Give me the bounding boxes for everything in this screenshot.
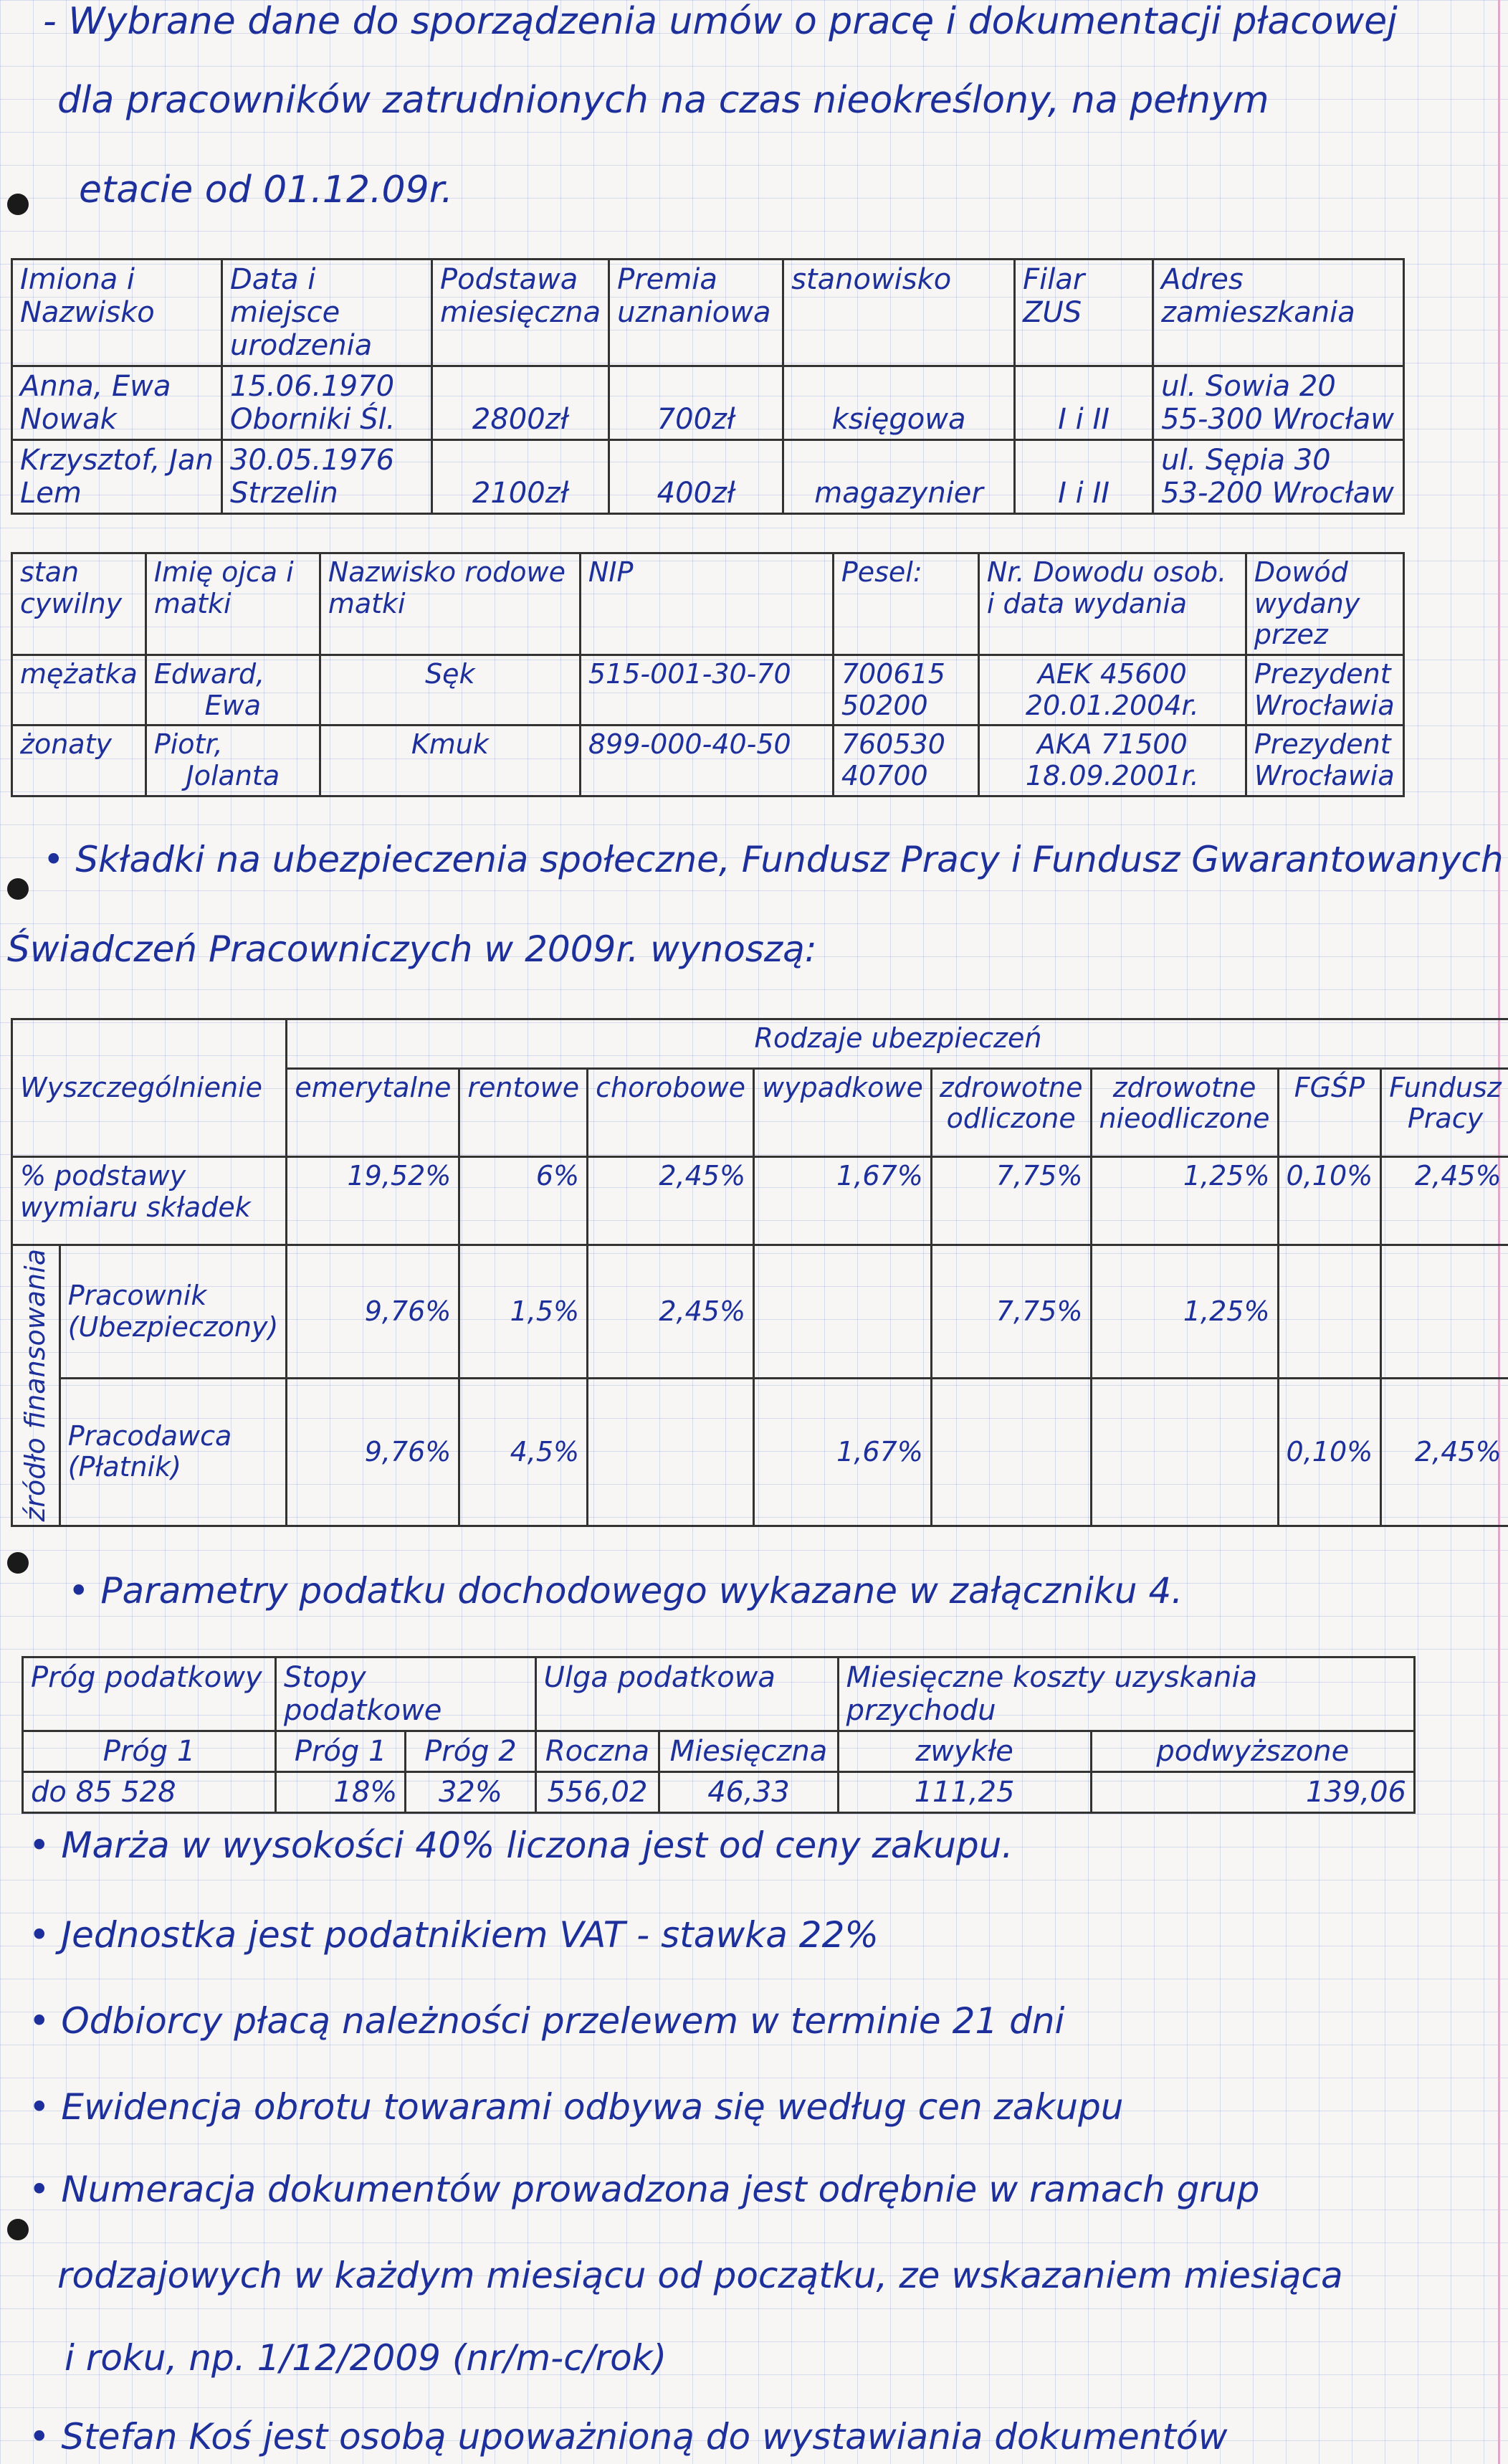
birth-date: 30.05.1976 <box>230 444 395 477</box>
cell-name <box>12 366 222 440</box>
cell-rate-2: 32% <box>406 1772 535 1813</box>
employee-cell: 2,45% <box>588 1245 754 1378</box>
subheader-annual: Roczna <box>535 1731 659 1772</box>
rate-cell: 6% <box>459 1157 588 1245</box>
col-header-address: Adres zamieszkania <box>1153 260 1404 366</box>
bullet: - <box>43 0 69 43</box>
cell-normal: 111,25 <box>838 1772 1091 1813</box>
employee-cell <box>754 1245 932 1378</box>
employee-cell: 7,75% <box>931 1245 1091 1378</box>
note-numbering <box>29 2169 1259 2210</box>
cell-nip: 899-000-40-50 <box>580 726 833 796</box>
cell-position: magazynier <box>783 440 1015 514</box>
insurance-title-text: Składki na ubezpieczenia społeczne, Fundusz Pracy i Fundusz Gwarantowanych <box>75 839 1504 880</box>
employer-cell <box>588 1378 754 1526</box>
cell-base: 2800zł <box>432 366 609 440</box>
employer-cell: 9,76% <box>287 1378 459 1526</box>
id-number: AEK 45600 <box>1037 658 1187 690</box>
col-header-birth: Data i miejsce urodzenia <box>222 260 432 366</box>
rate-cell: 1,25% <box>1091 1157 1278 1245</box>
note-text: Marża w wysokości 40% liczona jest od ceny zakupu. <box>61 1825 1013 1866</box>
source-label-cell <box>12 1245 60 1526</box>
table-header-row <box>12 1019 1508 1069</box>
note-text: Ewidencja obrotu towarami odbywa się według cen zakupu <box>61 2086 1124 2128</box>
cell-pesel <box>833 655 978 726</box>
id-date: 18.09.2001r. <box>1025 760 1199 792</box>
cell-nip: 515-001-30-70 <box>580 655 833 726</box>
col-header-pillar: Filar ZUS <box>1015 260 1153 366</box>
col-header-relief: Ulga podatkowa <box>535 1657 838 1731</box>
col-header-disability: rentowe <box>459 1068 588 1156</box>
subheader-threshold: Próg 1 <box>23 1731 276 1772</box>
employer-cell: 1,67% <box>754 1378 932 1526</box>
spec-header: Wyszczególnienie <box>12 1019 287 1157</box>
table-row <box>12 440 1404 514</box>
col-header-base: Podstawa miesięczna <box>432 260 609 366</box>
table-row-rates <box>12 1157 1508 1245</box>
table-row <box>12 366 1404 440</box>
cell-name <box>12 440 222 514</box>
col-header-maiden-name: Nazwisko rodowe matki <box>320 553 580 655</box>
col-header-pension: emerytalne <box>287 1068 459 1156</box>
binder-hole <box>7 1552 29 1574</box>
issuer-city: Wrocławia <box>1254 760 1395 792</box>
issuer-city: Wrocławia <box>1254 689 1395 721</box>
source-label: źródło finansowania <box>19 1249 51 1522</box>
table-row <box>12 655 1404 726</box>
rate-cell: 19,52% <box>287 1157 459 1245</box>
employee-cell <box>1278 1245 1381 1378</box>
cell-id-number <box>978 655 1246 726</box>
bullet: • <box>68 1570 101 1612</box>
col-header-health-nondeducted: zdrowotne nieodliczone <box>1091 1068 1278 1156</box>
intro-text-1: Wybrane dane do sporządzenia umów o pracę i dokumentacji płacowej <box>68 0 1398 43</box>
col-header-status: stan cywilny <box>12 553 146 655</box>
intro-line-1 <box>43 0 1398 43</box>
cell-threshold: do 85 528 <box>23 1772 276 1813</box>
pesel-part-1: 760530 <box>841 728 945 761</box>
cell-address <box>1153 366 1404 440</box>
cell-address <box>1153 440 1404 514</box>
binder-hole <box>7 194 29 215</box>
note-text: Jednostka jest podatnikiem VAT - stawka 22% <box>61 1914 879 1956</box>
employer-cell <box>931 1378 1091 1526</box>
cell-position: księgowa <box>783 366 1015 440</box>
table-header-row <box>23 1657 1415 1731</box>
table-row-employee <box>12 1245 1508 1378</box>
table-row <box>12 726 1404 796</box>
col-header-parents: Imię ojca i matki <box>145 553 320 655</box>
col-header-fgsp: FGŚP <box>1278 1068 1381 1156</box>
rate-label: % podstawy wymiaru składek <box>12 1157 287 1245</box>
cell-base: 2100zł <box>432 440 609 514</box>
rate-cell: 0,10% <box>1278 1157 1381 1245</box>
col-header-nip: NIP <box>580 553 833 655</box>
employer-cell: 4,5% <box>459 1378 588 1526</box>
cell-pillar: I i II <box>1015 440 1153 514</box>
bullet: • <box>29 2169 62 2210</box>
cell-parents <box>145 726 320 796</box>
first-names: Anna, Ewa <box>20 370 171 403</box>
personal-data-table <box>11 552 1405 797</box>
street: ul. Sępia 30 <box>1161 444 1331 477</box>
group-header: Rodzaje ubezpieczeń <box>287 1019 1508 1069</box>
mother-name: Jolanta <box>186 760 280 792</box>
employee-label: Pracownik (Ubezpieczony) <box>59 1245 287 1378</box>
id-number: AKA 71500 <box>1036 728 1188 761</box>
bullet: • <box>29 1914 62 1956</box>
pesel-part-1: 700615 <box>841 658 945 690</box>
col-header-id-issuer: Dowód wydany przez <box>1246 553 1403 655</box>
bullet: • <box>29 2086 62 2128</box>
col-header-id-number: Nr. Dowodu osob. i data wydania <box>978 553 1246 655</box>
employee-cell: 9,76% <box>287 1245 459 1378</box>
bullet: • <box>43 839 76 880</box>
col-header-bonus: Premia uznaniowa <box>609 260 783 366</box>
note-payment <box>29 2000 1064 2042</box>
note-inventory <box>29 2086 1124 2128</box>
intro-line-2: dla pracowników zatrudnionych na czas nieokreślony, na pełnym <box>57 79 1269 122</box>
subheader-rate-2: Próg 2 <box>406 1731 535 1772</box>
binder-hole <box>7 2219 29 2240</box>
subheader-monthly: Miesięczna <box>659 1731 838 1772</box>
rate-cell: 2,45% <box>588 1157 754 1245</box>
cell-pesel <box>833 726 978 796</box>
insurance-rates-table <box>11 1018 1508 1527</box>
col-header-labour-fund: Fundusz Pracy <box>1381 1068 1508 1156</box>
birth-place: Oborniki Śl. <box>230 403 396 436</box>
issuer-title: Prezydent <box>1254 658 1391 690</box>
col-header-sickness: chorobowe <box>588 1068 754 1156</box>
col-header-name: Imiona i Nazwisko <box>12 260 222 366</box>
cell-monthly: 46,33 <box>659 1772 838 1813</box>
tax-title-text: Parametry podatku dochodowego wykazane w załączniku 4. <box>100 1570 1183 1612</box>
employer-cell <box>1091 1378 1278 1526</box>
table-header-row <box>12 260 1404 366</box>
employee-cell <box>1381 1245 1508 1378</box>
note-margin <box>29 1825 1013 1866</box>
cell-status: żonaty <box>12 726 146 796</box>
col-header-health-deducted: zdrowotne odliczone <box>931 1068 1091 1156</box>
intro-line-3: etacie od 01.12.09r. <box>79 168 453 211</box>
id-date: 20.01.2004r. <box>1025 689 1199 721</box>
col-header-pesel: Pesel: <box>833 553 978 655</box>
col-header-accident: wypadkowe <box>754 1068 932 1156</box>
cell-id-issuer <box>1246 726 1403 796</box>
note-numbering-cont-1: rodzajowych w każdym miesiącu od początku, ze wskazaniem miesiąca <box>57 2255 1343 2296</box>
tax-title <box>68 1570 1183 1612</box>
note-vat <box>29 1914 879 1956</box>
rate-cell: 7,75% <box>931 1157 1091 1245</box>
cell-birth <box>222 440 432 514</box>
note-numbering-cont-2: i roku, np. 1/12/2009 (nr/m-c/rok) <box>65 2337 667 2379</box>
employee-cell: 1,25% <box>1091 1245 1278 1378</box>
employer-label: Pracodawca (Płatnik) <box>59 1378 287 1526</box>
surname: Nowak <box>20 403 117 436</box>
first-names: Krzysztof, Jan <box>20 444 214 477</box>
bullet: • <box>29 2416 62 2458</box>
issuer-title: Prezydent <box>1254 728 1391 761</box>
col-header-threshold: Próg podatkowy <box>23 1657 276 1731</box>
table-subheader-row <box>23 1731 1415 1772</box>
binder-hole <box>7 878 29 900</box>
birth-date: 15.06.1970 <box>230 370 395 403</box>
bullet: • <box>29 2000 62 2042</box>
employer-cell: 2,45% <box>1381 1378 1508 1526</box>
table-row-employer <box>12 1378 1508 1526</box>
father-name: Piotr, <box>153 728 223 761</box>
city: 53-200 Wrocław <box>1161 477 1394 510</box>
note-text: Numeracja dokumentów prowadzona jest odrębnie w ramach grup <box>61 2169 1260 2210</box>
street: ul. Sowia 20 <box>1161 370 1336 403</box>
note-signatory <box>29 2416 1228 2458</box>
employee-cell: 1,5% <box>459 1245 588 1378</box>
mother-name: Ewa <box>204 689 262 721</box>
city: 55-300 Wrocław <box>1161 403 1394 436</box>
subheader-increased: podwyższone <box>1091 1731 1414 1772</box>
cell-bonus: 400zł <box>609 440 783 514</box>
income-tax-table <box>22 1656 1416 1814</box>
rate-cell: 2,45% <box>1381 1157 1508 1245</box>
insurance-title-2: Świadczeń Pracowniczych w 2009r. wynoszą: <box>7 928 817 970</box>
rate-cell: 1,67% <box>754 1157 932 1245</box>
table-row <box>23 1772 1415 1813</box>
note-text: Stefan Koś jest osobą upoważnioną do wystawiania dokumentów <box>61 2416 1228 2458</box>
cell-id-issuer <box>1246 655 1403 726</box>
cell-rate-1: 18% <box>276 1772 406 1813</box>
cell-status: mężatka <box>12 655 146 726</box>
employees-table <box>11 258 1405 515</box>
col-header-costs: Miesięczne koszty uzyskania przychodu <box>838 1657 1414 1731</box>
bullet: • <box>29 1825 62 1866</box>
note-text: Odbiorcy płacą należności przelewem w terminie 21 dni <box>61 2000 1065 2042</box>
table-header-row <box>12 553 1404 655</box>
cell-increased: 139,06 <box>1091 1772 1414 1813</box>
cell-parents <box>145 655 320 726</box>
cell-maiden-name: Kmuk <box>320 726 580 796</box>
insurance-title-1 <box>43 839 1504 880</box>
employer-cell: 0,10% <box>1278 1378 1381 1526</box>
subheader-normal: zwykłe <box>838 1731 1091 1772</box>
father-name: Edward, <box>153 658 265 690</box>
pesel-part-2: 50200 <box>841 689 928 721</box>
cell-id-number <box>978 726 1246 796</box>
subheader-rate-1: Próg 1 <box>276 1731 406 1772</box>
cell-birth <box>222 366 432 440</box>
birth-place: Strzelin <box>230 477 338 510</box>
col-header-position: stanowisko <box>783 260 1015 366</box>
surname: Lem <box>20 477 82 510</box>
pesel-part-2: 40700 <box>841 760 928 792</box>
col-header-rates: Stopy podatkowe <box>276 1657 536 1731</box>
cell-maiden-name: Sęk <box>320 655 580 726</box>
cell-bonus: 700zł <box>609 366 783 440</box>
cell-annual: 556,02 <box>535 1772 659 1813</box>
cell-pillar: I i II <box>1015 366 1153 440</box>
